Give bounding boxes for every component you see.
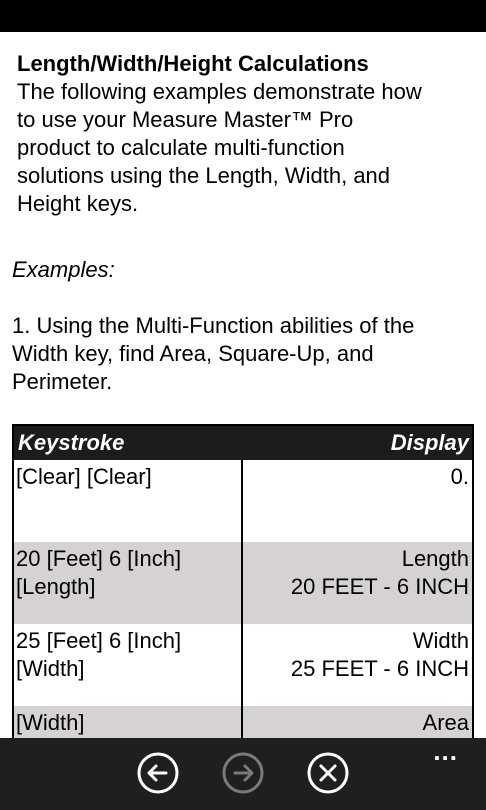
table-row (14, 706, 472, 738)
arrow-right-circle-icon (222, 752, 264, 794)
keystroke-line: 20 [Feet] 6 [Inch] (16, 546, 182, 571)
keystroke-line: [Clear] [Clear] (16, 464, 152, 489)
keystroke-cell (14, 624, 243, 706)
keystroke-line: [Width] (16, 710, 85, 735)
section-title: Length/Width/Height Calculations (17, 51, 369, 76)
status-bar (0, 0, 486, 32)
display-line: Area (422, 710, 469, 735)
close-button[interactable] (307, 752, 349, 794)
forward-button[interactable] (222, 752, 264, 794)
intro-paragraph (17, 78, 477, 218)
step-line: Width key, find Area, Square-Up, and (12, 341, 374, 366)
table-header (14, 426, 472, 460)
keystroke-line: 25 [Feet] 6 [Inch] (16, 628, 182, 653)
header-display: Display (390, 430, 469, 455)
table-row (14, 460, 472, 542)
display-cell (243, 460, 472, 542)
keystroke-cell (14, 542, 243, 624)
keystroke-table (12, 424, 474, 738)
content-area[interactable] (0, 32, 486, 738)
display-line: Length (401, 546, 469, 571)
display-line: 20 FEET - 6 INCH (290, 574, 469, 599)
table-row (14, 624, 472, 706)
header-keystroke: Keystroke (18, 430, 125, 455)
display-line: 0. (450, 464, 469, 489)
back-button[interactable] (137, 752, 179, 794)
keystroke-cell (14, 706, 243, 738)
examples-heading: Examples: (12, 257, 115, 282)
app-bar (0, 738, 486, 810)
intro-line: product to calculate multi-function (17, 135, 345, 160)
keystroke-cell (14, 460, 243, 542)
keystroke-line: [Length] (16, 574, 96, 599)
step-line: Perimeter. (12, 369, 113, 394)
table-row (14, 542, 472, 624)
display-line: 25 FEET - 6 INCH (290, 656, 469, 681)
keystroke-line: [Width] (16, 656, 85, 681)
close-circle-icon (307, 752, 349, 794)
more-options-button[interactable]: ... (433, 736, 458, 766)
step-line: 1. Using the Multi-Function abilities of the (12, 313, 415, 338)
intro-line: solutions using the Length, Width, and (17, 163, 391, 188)
intro-line: The following examples demonstrate how (17, 79, 422, 104)
intro-line: to use your Measure Master™ Pro (17, 107, 354, 132)
display-cell (243, 706, 472, 738)
intro-line: Height keys. (17, 191, 139, 216)
display-cell (243, 624, 472, 706)
display-cell (243, 542, 472, 624)
example-step (12, 312, 477, 396)
arrow-left-circle-icon (137, 752, 179, 794)
display-line: Width (412, 628, 469, 653)
